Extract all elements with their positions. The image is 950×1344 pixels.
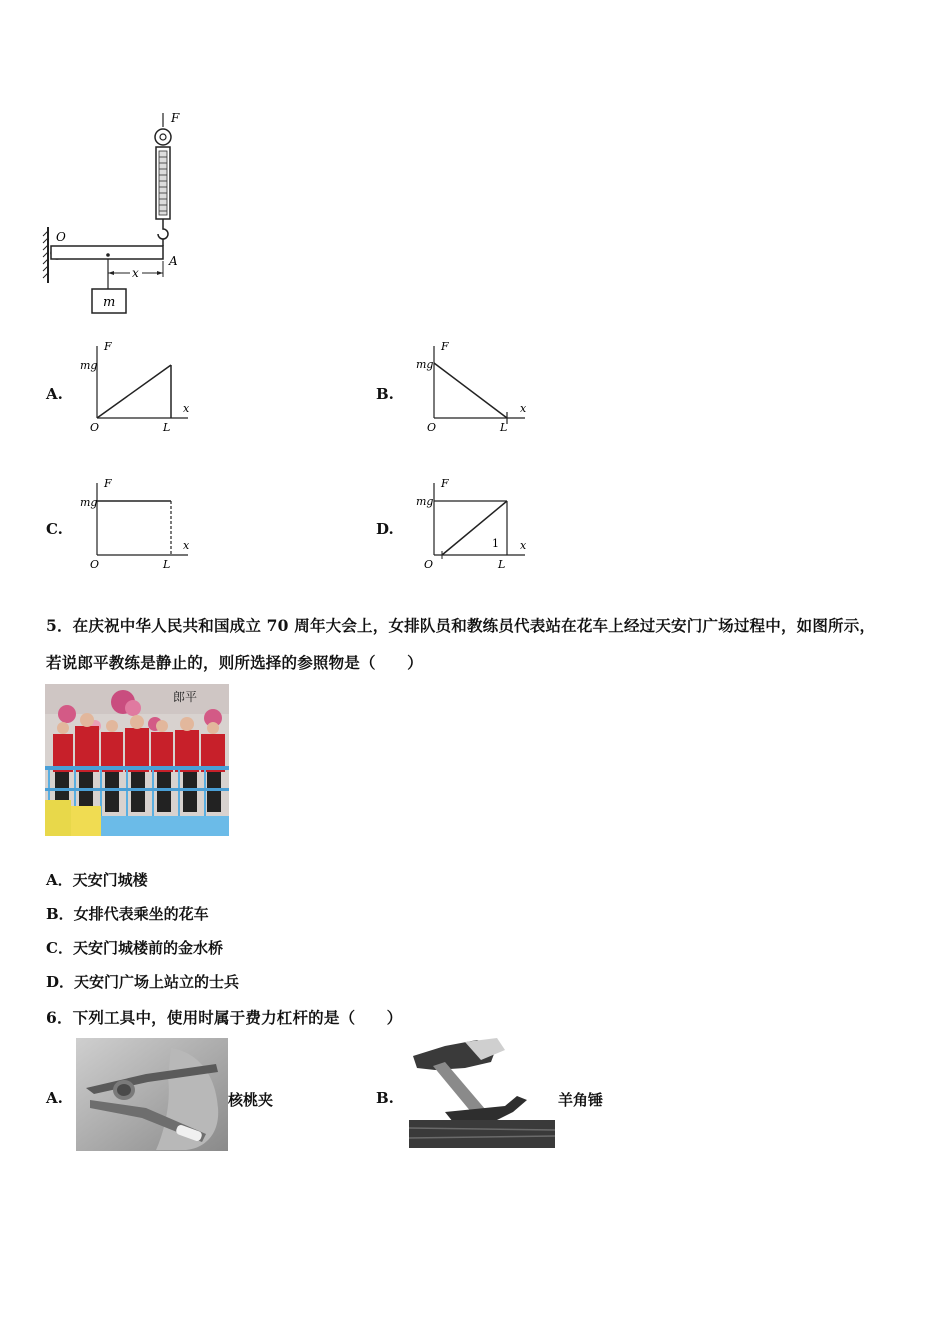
- question-5-line-2: 若说郎平教练是静止的，则所选择的参照物是（ ）: [46, 653, 423, 672]
- tick-label: 1: [492, 537, 499, 550]
- q6-option-a-label: 核桃夹: [228, 1091, 274, 1109]
- q5-choice-d[interactable]: D．天安门广场上站立的士兵: [46, 973, 240, 991]
- option-c-letter[interactable]: C.: [46, 520, 63, 538]
- q6-option-b-letter[interactable]: B.: [376, 1089, 394, 1107]
- x-axis-label: x: [520, 402, 527, 415]
- origin-label: O: [90, 421, 100, 434]
- q6-option-b-label: 羊角锤: [558, 1091, 604, 1109]
- y-axis-label: F: [104, 477, 112, 490]
- q6-option-a-letter[interactable]: A.: [46, 1089, 63, 1107]
- y-axis-label: F: [441, 340, 449, 353]
- photo-caption: 郎平: [173, 690, 198, 704]
- mass-label: m: [103, 295, 116, 310]
- length-label: L: [163, 558, 171, 571]
- force-label: F: [171, 111, 180, 125]
- y-axis-label: F: [104, 340, 112, 353]
- question-5-line-1: 5．在庆祝中华人民共和国成立 70 周年大会上，女排队员和教练员代表站在花车上经过天安门广场过程中，如图所示，: [46, 616, 876, 635]
- mg-label: mg: [80, 496, 98, 509]
- graph-option-c: [80, 475, 200, 575]
- question-6-stem: 6．下列工具中，使用时属于费力杠杆的是（ ）: [46, 1008, 403, 1027]
- length-label: L: [500, 421, 508, 434]
- option-d-letter[interactable]: D.: [376, 520, 394, 538]
- parade-float-photo: [45, 684, 229, 836]
- nutcracker-image: [76, 1038, 228, 1151]
- x-axis-label: x: [520, 539, 527, 552]
- mg-label: mg: [416, 495, 434, 508]
- option-b-letter[interactable]: B.: [376, 385, 394, 403]
- length-label: L: [163, 421, 171, 434]
- q5-choice-a[interactable]: A．天安门城楼: [46, 871, 148, 889]
- graph-option-a: [80, 338, 200, 438]
- graph-option-d: [410, 475, 540, 575]
- option-a-letter[interactable]: A.: [46, 385, 63, 403]
- length-label: L: [498, 558, 506, 571]
- graph-option-b: [410, 338, 540, 438]
- mg-label: mg: [80, 359, 98, 372]
- x-axis-label: x: [183, 402, 190, 415]
- lever-figure: [40, 105, 200, 320]
- end-label: A: [169, 254, 178, 268]
- origin-label: O: [424, 558, 434, 571]
- q5-choice-b[interactable]: B．女排代表乘坐的花车: [46, 905, 209, 923]
- origin-label: O: [427, 421, 437, 434]
- y-axis-label: F: [441, 477, 449, 490]
- distance-label: x: [132, 266, 139, 280]
- mg-label: mg: [416, 358, 434, 371]
- q5-choice-c[interactable]: C．天安门城楼前的金水桥: [46, 939, 223, 957]
- origin-label: O: [90, 558, 100, 571]
- claw-hammer-image: [405, 1038, 557, 1151]
- x-axis-label: x: [183, 539, 190, 552]
- pivot-label: O: [56, 230, 66, 244]
